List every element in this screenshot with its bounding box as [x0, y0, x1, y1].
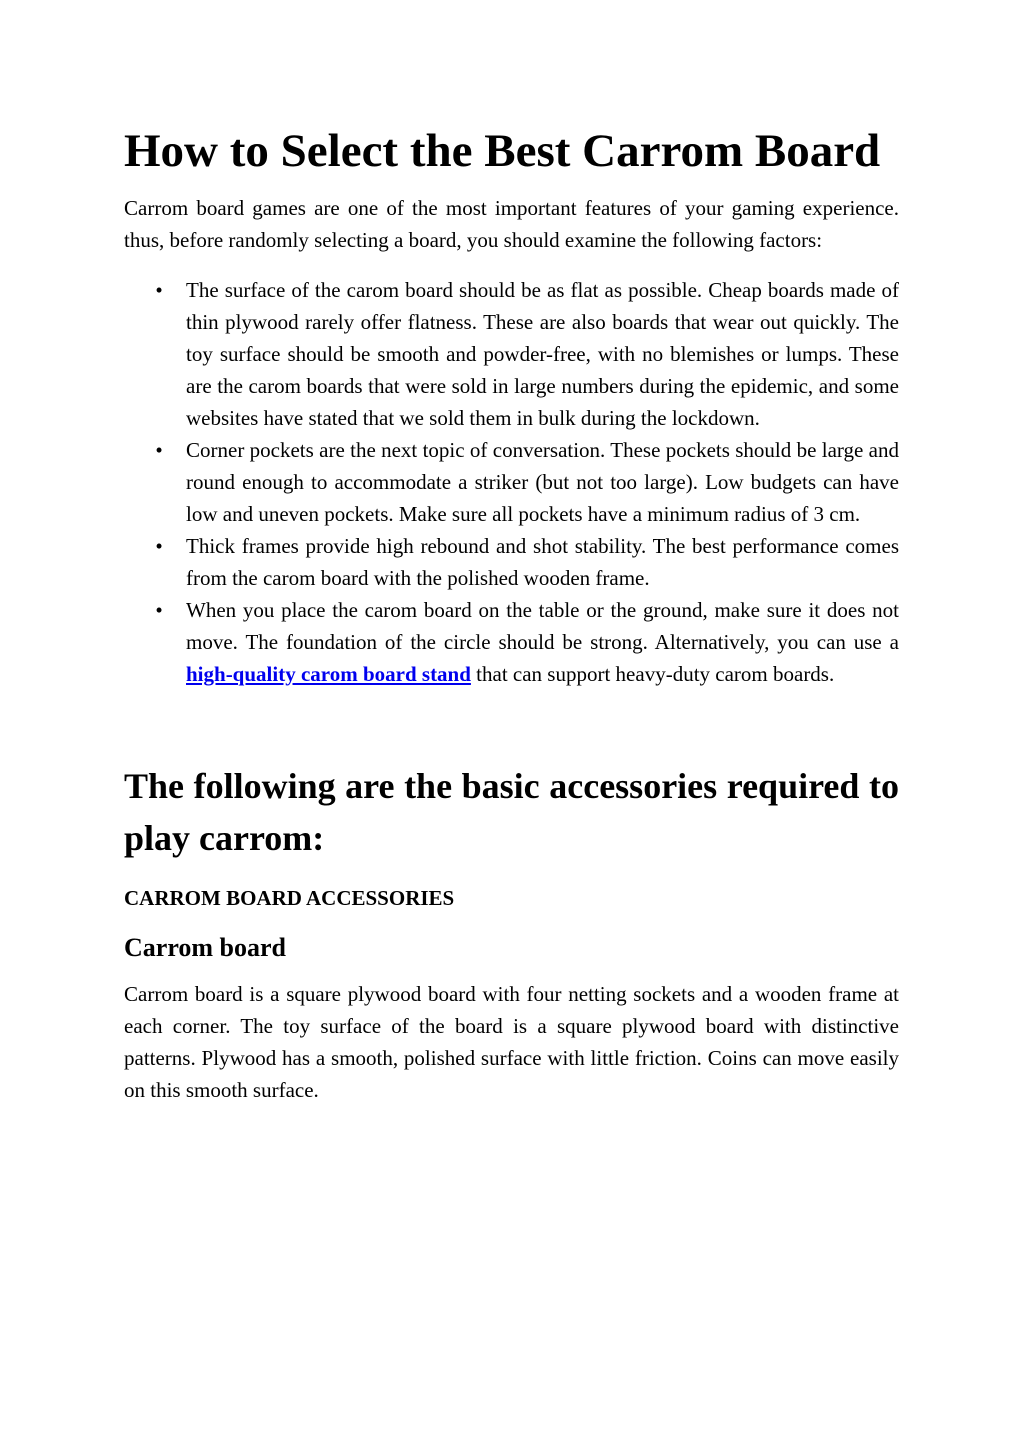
list-item-text-after-link: that can support heavy-duty carom boards.	[470, 662, 835, 686]
bullet-icon: •	[155, 534, 163, 558]
factors-list	[124, 274, 899, 690]
accessories-label: CARROM BOARD ACCESSORIES	[124, 886, 455, 910]
list-item	[124, 530, 899, 594]
intro-paragraph: Carrom board games are one of the most important features of your gaming experience. thus, before randomly selecting a board, you should examine the following factors:	[124, 196, 899, 252]
list-item-text-before-link: When you place the carom board on the table or the ground, make sure it does not move. The foundation of the circle should be strong. Alternatively, you can use a	[186, 598, 899, 654]
list-item	[124, 274, 899, 434]
bullet-icon: •	[155, 598, 163, 622]
carrom-board-heading: Carrom board	[124, 933, 287, 962]
list-item-text: The surface of the carom board should be as flat as possible. Cheap boards made of thin plywood rarely offer flatness. These are also boards that wear out quickly. The toy surface should be smooth and powder-free, with no blemishes or lumps. These are the carom boards that were sold in large numbers during the epidemic, and some websites have stated that we sold them in bulk during the lockdown.	[186, 278, 899, 430]
document-page	[124, 120, 899, 1106]
page-title: How to Select the Best Carrom Board	[124, 125, 881, 177]
bullet-icon: •	[155, 438, 163, 462]
carom-board-stand-link[interactable]: high-quality carom board stand	[186, 662, 471, 686]
section-heading: The following are the basic accessories required to play carrom:	[124, 766, 899, 858]
bullet-icon: •	[155, 278, 163, 302]
list-item	[124, 594, 899, 690]
list-item	[124, 434, 899, 530]
list-item-text: Thick frames provide high rebound and shot stability. The best performance comes from the carom board with the polished wooden frame.	[186, 534, 899, 590]
list-item-text: Corner pockets are the next topic of conversation. These pockets should be large and round enough to accommodate a striker (but not too large). Low budgets can have low and uneven pockets. Make sure all pockets have a minimum radius of 3 cm.	[186, 438, 899, 526]
carrom-board-paragraph: Carrom board is a square plywood board with four netting sockets and a wooden frame at each corner. The toy surface of the board is a square plywood board with distinctive patterns. Plywood has a smooth, polished surface with little friction. Coins can move easily on this smooth surface.	[124, 982, 899, 1102]
